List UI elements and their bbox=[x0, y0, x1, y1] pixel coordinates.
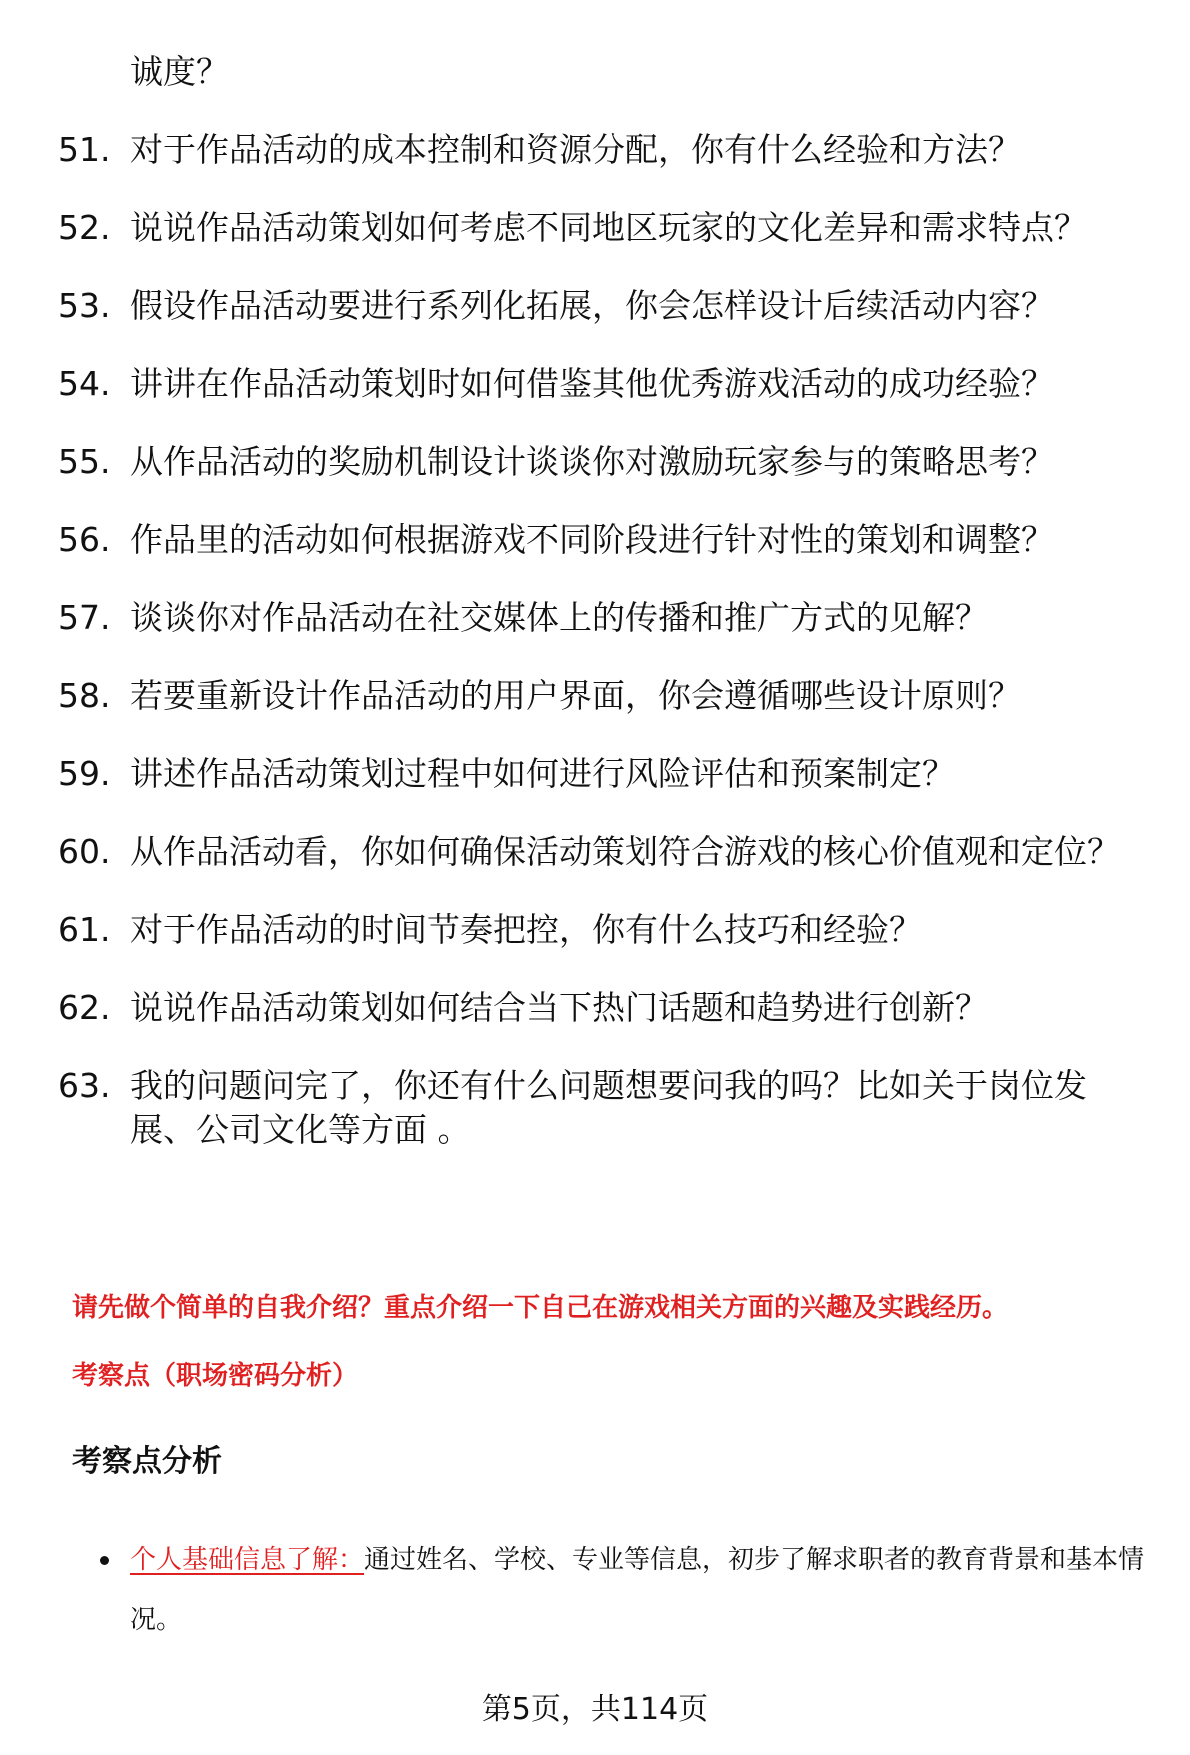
list-item bbox=[58, 440, 1148, 484]
question-text: 对于作品活动的时间节奏把控，你有什么技巧和经验？ bbox=[130, 910, 922, 949]
question-text: 作品里的活动如何根据游戏不同阶段进行针对性的策划和调整？ bbox=[130, 520, 1054, 559]
list-item bbox=[58, 518, 1148, 562]
question-text: 从作品活动看，你如何确保活动策划符合游戏的核心价值观和定位？ bbox=[130, 832, 1120, 871]
list-item bbox=[58, 674, 1148, 718]
question-number: 52. bbox=[58, 208, 111, 247]
list-item bbox=[58, 986, 1148, 1030]
bullet-dot-icon bbox=[100, 1556, 109, 1565]
question-number: 61. bbox=[58, 910, 111, 949]
list-item bbox=[58, 128, 1148, 172]
question-number: 60. bbox=[58, 832, 111, 871]
question-number: 54. bbox=[58, 364, 111, 403]
list-item bbox=[58, 596, 1148, 640]
question-list bbox=[58, 128, 1148, 1186]
examine-point-heading: 考察点（职场密码分析） bbox=[72, 1361, 359, 1391]
question-number: 63. bbox=[58, 1066, 111, 1105]
page-footer: 第5页，共114页 bbox=[481, 1692, 709, 1727]
question-text: 说说作品活动策划如何考虑不同地区玩家的文化差异和需求特点？ bbox=[130, 208, 1087, 247]
question-text: 说说作品活动策划如何结合当下热门话题和趋势进行创新？ bbox=[130, 988, 988, 1027]
list-item bbox=[58, 284, 1148, 328]
list-item bbox=[58, 908, 1148, 952]
bullet-highlight: 个人基础信息了解： bbox=[130, 1545, 365, 1575]
question-number: 53. bbox=[58, 286, 111, 325]
question-text: 若要重新设计作品活动的用户界面，你会遵循哪些设计原则？ bbox=[130, 676, 1021, 715]
question-number: 56. bbox=[58, 520, 111, 559]
question-text: 从作品活动的奖励机制设计谈谈你对激励玩家参与的策略思考？ bbox=[130, 442, 1054, 481]
question-text: 讲述作品活动策划过程中如何进行风险评估和预案制定？ bbox=[130, 754, 955, 793]
question-number: 62. bbox=[58, 988, 111, 1027]
list-item bbox=[58, 752, 1148, 796]
list-item bbox=[58, 362, 1148, 406]
question-number: 51. bbox=[58, 130, 111, 169]
continuation-text: 诚度？ bbox=[130, 52, 229, 91]
bullet-text: 通过姓名、学校、专业等信息，初步了解求职者的教育背景和基本情况。 bbox=[130, 1545, 1145, 1635]
question-number: 57. bbox=[58, 598, 111, 637]
list-item bbox=[58, 830, 1148, 874]
question-number: 55. bbox=[58, 442, 111, 481]
bullet-list-item bbox=[100, 1530, 1150, 1650]
list-item bbox=[58, 1064, 1148, 1152]
bullet-body bbox=[130, 1530, 1150, 1650]
question-number: 59. bbox=[58, 754, 111, 793]
question-text: 谈谈你对作品活动在社交媒体上的传播和推广方式的见解？ bbox=[130, 598, 988, 637]
question-text: 对于作品活动的成本控制和资源分配，你有什么经验和方法？ bbox=[130, 130, 1021, 169]
intro-question-heading: 请先做个简单的自我介绍？重点介绍一下自己在游戏相关方面的兴趣及实践经历。 bbox=[72, 1293, 1009, 1323]
question-text: 我的问题问完了，你还有什么问题想要问我的吗？比如关于岗位发展、公司文化等方面 。 bbox=[130, 1066, 1087, 1149]
question-text: 假设作品活动要进行系列化拓展，你会怎样设计后续活动内容？ bbox=[130, 286, 1054, 325]
question-number: 58. bbox=[58, 676, 111, 715]
question-text: 讲讲在作品活动策划时如何借鉴其他优秀游戏活动的成功经验？ bbox=[130, 364, 1054, 403]
list-item bbox=[58, 206, 1148, 250]
analysis-section-title: 考察点分析 bbox=[72, 1444, 222, 1479]
